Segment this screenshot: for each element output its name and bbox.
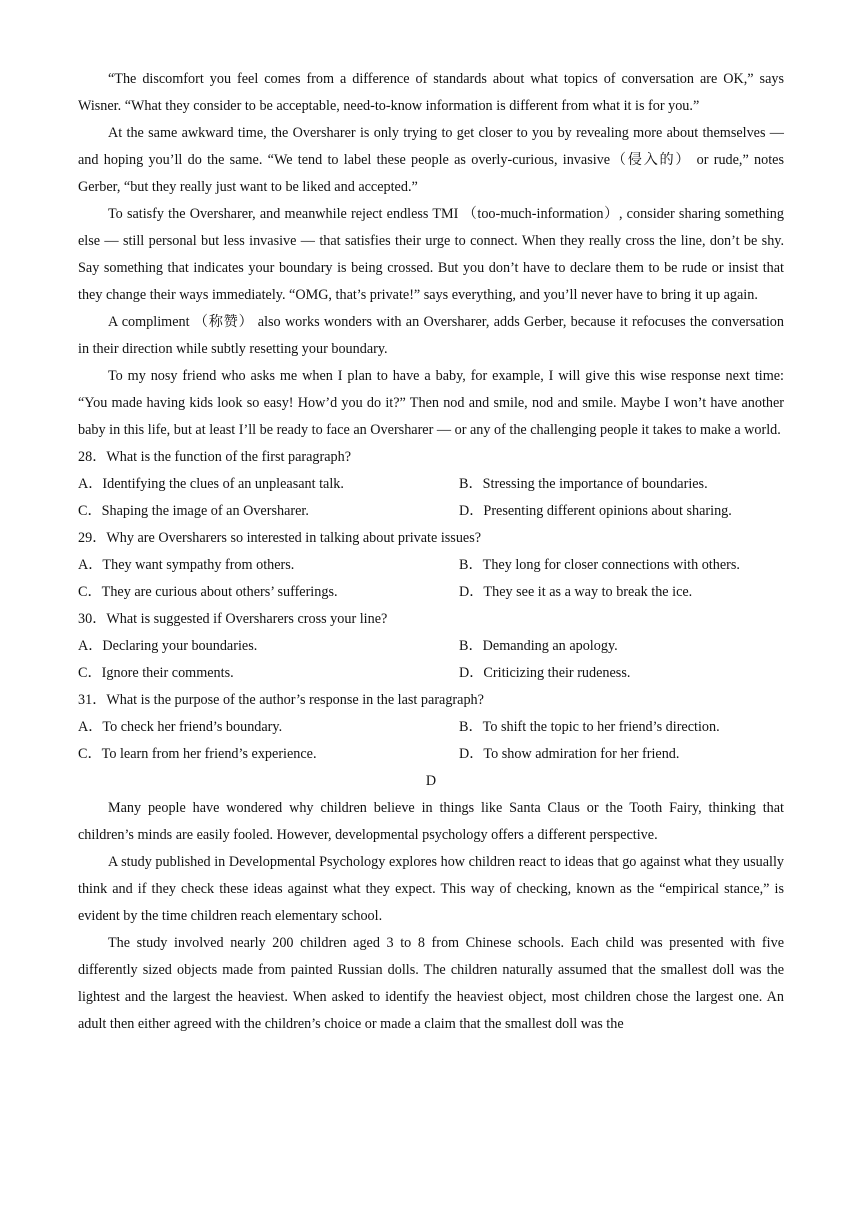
option-d: D．They see it as a way to break the ice. <box>459 584 693 600</box>
question-stem: 28．What is the function of the first paragraph? <box>78 449 352 465</box>
paragraph: The study involved nearly 200 children aged 3 to 8 from Chinese schools. Each child was presented with five differently sized objects made from painted Russian dolls. The children naturally assumed that the smallest doll was the lightest and the largest the heaviest. When asked to identify the heaviest object, most children chose the largest one. An adult then either agreed with the children’s choice or made a claim that the smallest doll was the <box>78 935 784 1032</box>
option-c: C．Shaping the image of an Oversharer. <box>78 503 309 519</box>
question-stem: 29．Why are Oversharers so interested in talking about private issues? <box>78 530 482 546</box>
paragraph: A compliment （称赞） also works wonders with an Oversharer, adds Gerber, because it refocuses the conversation in their direction while subtly resetting your boundary. <box>78 314 784 357</box>
option-c: C．Ignore their comments. <box>78 665 234 681</box>
options <box>78 633 784 687</box>
option-b: B．Stressing the importance of boundaries. <box>459 476 708 492</box>
question-29 <box>78 525 784 606</box>
option-a: A．They want sympathy from others. <box>78 557 295 573</box>
paragraph: At the same awkward time, the Oversharer is only trying to get closer to you by revealing more about themselves — and hoping you’ll do the same. “We tend to label these people as overly-curious, invasive（侵入的） or rude,” notes Gerber, “but they really just want to be liked and accepted.” <box>78 125 784 195</box>
question-28 <box>78 444 784 525</box>
option-d: D．Presenting different opinions about sharing. <box>459 503 732 519</box>
option-a: A．To check her friend’s boundary. <box>78 719 283 735</box>
option-b: B．To shift the topic to her friend’s direction. <box>459 719 720 735</box>
option-c: C．To learn from her friend’s experience. <box>78 746 317 762</box>
option-d: D．Criticizing their rudeness. <box>459 665 631 681</box>
paragraph: To satisfy the Oversharer, and meanwhile reject endless TMI （too-much-information）, consider sharing something else — still personal but less invasive — that satisfies their urge to connect. When they really cross the line, don’t be shy. Say something that indicates your boundary is being crossed. But you don’t have to declare them to be rude or insist that they change their ways immediately. “OMG, that’s private!” says everything, and you’ll never have to bring it up again. <box>78 206 784 303</box>
paragraph: Many people have wondered why children believe in things like Santa Claus or the Tooth Fairy, thinking that children’s minds are easily fooled. However, developmental psychology offers a different perspective. <box>78 800 784 843</box>
option-a: A．Identifying the clues of an unpleasant talk. <box>78 476 344 492</box>
question-30 <box>78 606 784 687</box>
question-stem: 31．What is the purpose of the author’s response in the last paragraph? <box>78 692 484 708</box>
paragraph: “The discomfort you feel comes from a difference of standards about what topics of conversation are OK,” says Wisner. “What they consider to be acceptable, need-to-know information is different from what it is for you.” <box>78 71 784 114</box>
question-31 <box>78 687 784 768</box>
option-d: D．To show admiration for her friend. <box>459 746 680 762</box>
options <box>78 714 784 768</box>
option-a: A．Declaring your boundaries. <box>78 638 258 654</box>
section-heading: D <box>425 773 437 789</box>
option-c: C．They are curious about others’ sufferings. <box>78 584 338 600</box>
question-stem: 30．What is suggested if Oversharers cross your line? <box>78 611 388 627</box>
options <box>78 471 784 525</box>
paragraph: To my nosy friend who asks me when I plan to have a baby, for example, I will give this wise response next time: “You made having kids look so easy! How’d you do it?” Then nod and smile, nod and smile. Maybe I won’t have another baby in this life, but at least I’ll be ready to face an Oversharer — or any of the challenging people it takes to make a world. <box>78 368 784 438</box>
option-b: B．Demanding an apology. <box>459 638 618 654</box>
options <box>78 552 784 606</box>
option-b: B．They long for closer connections with others. <box>459 557 740 573</box>
paragraph: A study published in Developmental Psychology explores how children react to ideas that go against what they usually think and if they check these ideas against what they expect. This way of checking, known as the “empirical stance,” is evident by the time children reach elementary school. <box>78 854 784 924</box>
document-page <box>78 66 784 1038</box>
